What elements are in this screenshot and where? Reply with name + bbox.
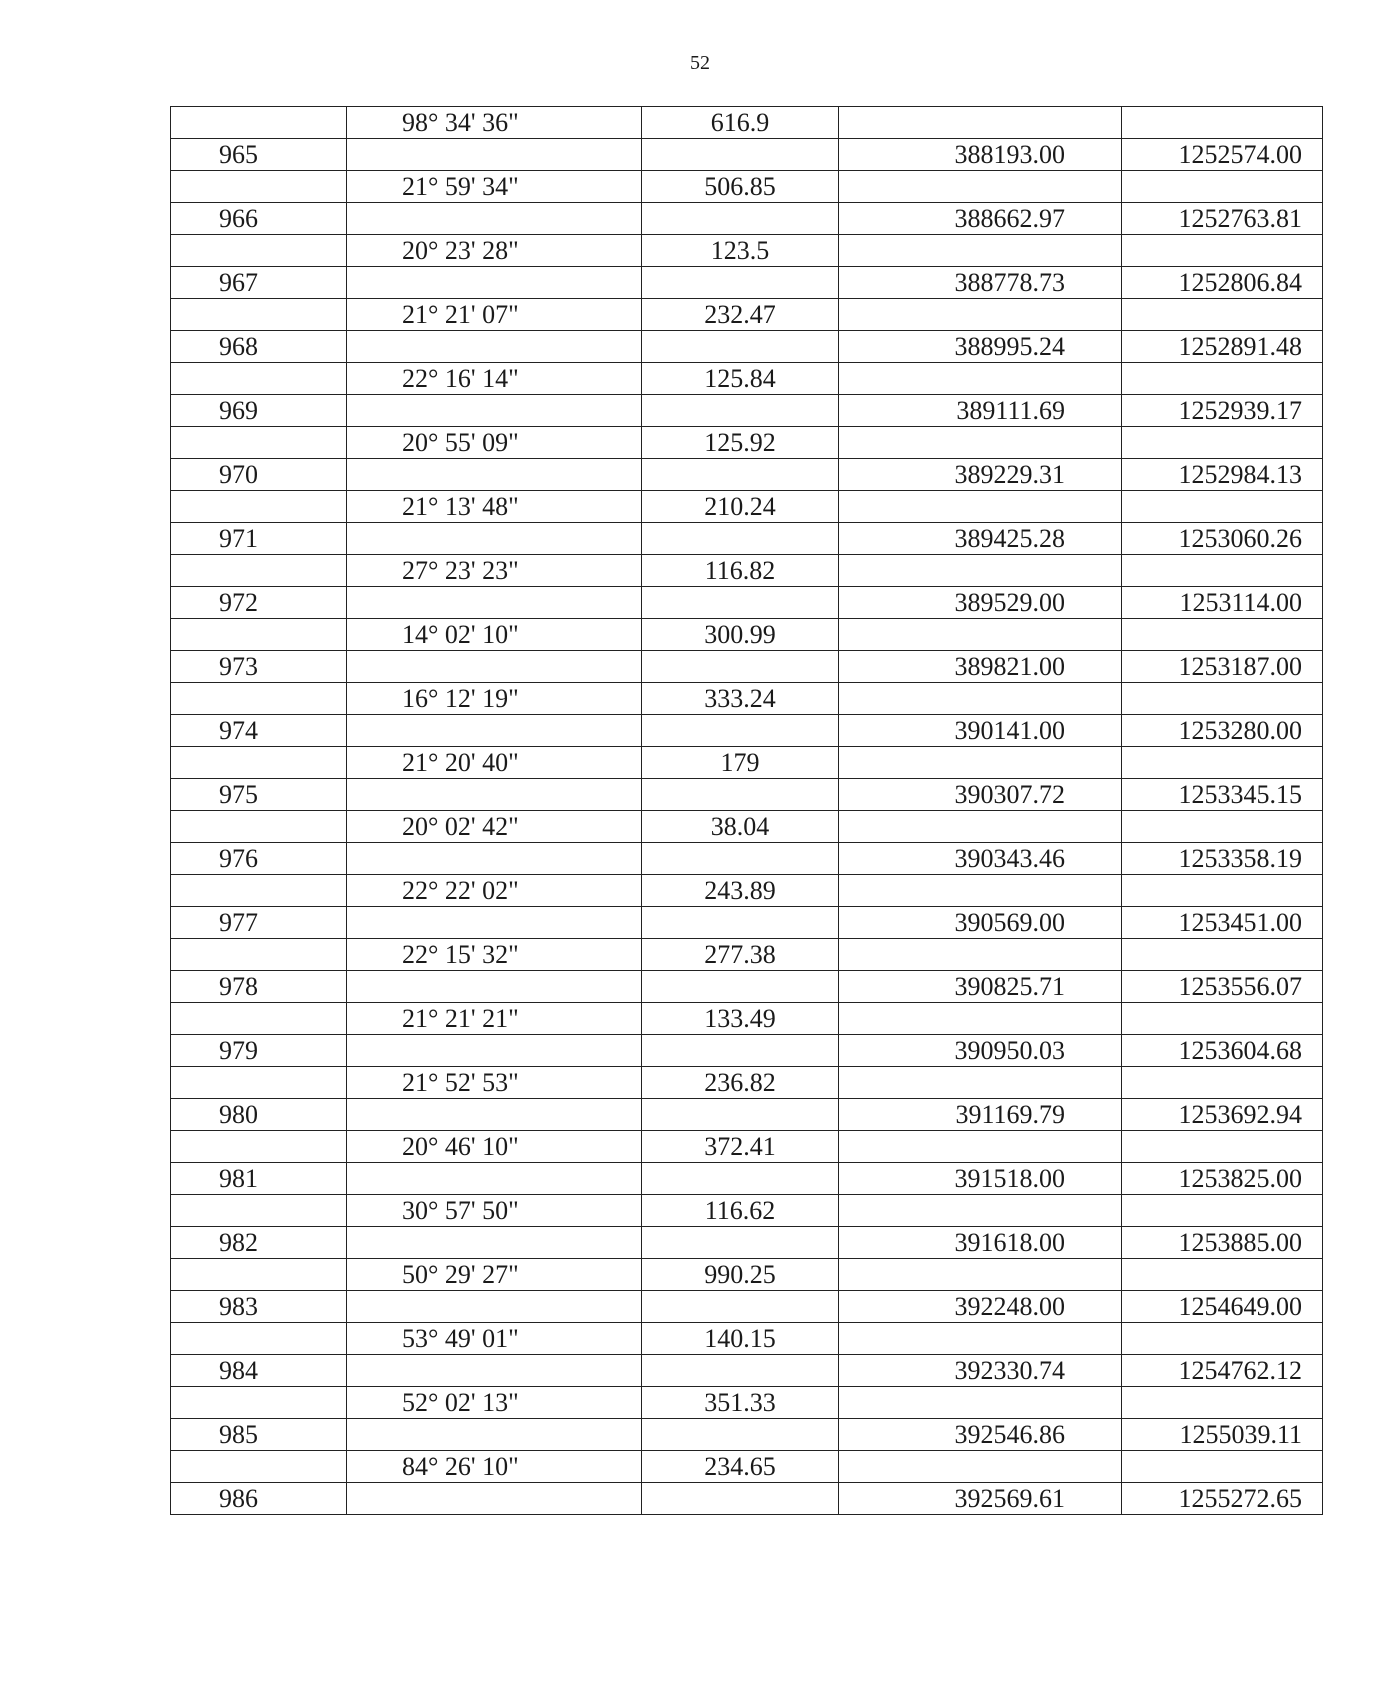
distance-cell: 351.33 — [642, 1387, 839, 1419]
table-row — [171, 1291, 1323, 1323]
northing-cell — [1122, 107, 1323, 139]
distance-cell — [642, 779, 839, 811]
table-row — [171, 1259, 1323, 1291]
point-number-cell: 986 — [171, 1483, 347, 1515]
distance-cell — [642, 1355, 839, 1387]
point-number-cell: 974 — [171, 715, 347, 747]
easting-cell — [839, 235, 1122, 267]
bearing-cell: 53° 49' 01" — [347, 1323, 642, 1355]
distance-cell: 333.24 — [642, 683, 839, 715]
point-number-cell: 965 — [171, 139, 347, 171]
survey-coordinates-table — [170, 106, 1323, 1515]
point-number-cell — [171, 747, 347, 779]
bearing-cell: 20° 46' 10" — [347, 1131, 642, 1163]
northing-cell — [1122, 555, 1323, 587]
table-row — [171, 1195, 1323, 1227]
northing-cell — [1122, 939, 1323, 971]
table-row — [171, 395, 1323, 427]
point-number-cell — [171, 939, 347, 971]
bearing-cell — [347, 1483, 642, 1515]
point-number-cell: 977 — [171, 907, 347, 939]
point-number-cell — [171, 1067, 347, 1099]
distance-cell: 243.89 — [642, 875, 839, 907]
easting-cell: 388995.24 — [839, 331, 1122, 363]
table-row — [171, 299, 1323, 331]
distance-cell: 133.49 — [642, 1003, 839, 1035]
table-row — [171, 971, 1323, 1003]
distance-cell — [642, 203, 839, 235]
distance-cell — [642, 1483, 839, 1515]
northing-cell — [1122, 747, 1323, 779]
distance-cell: 234.65 — [642, 1451, 839, 1483]
point-number-cell — [171, 171, 347, 203]
table-row — [171, 619, 1323, 651]
bearing-cell: 16° 12' 19" — [347, 683, 642, 715]
table-row — [171, 363, 1323, 395]
point-number-cell: 969 — [171, 395, 347, 427]
table-row — [171, 523, 1323, 555]
point-number-cell — [171, 427, 347, 459]
easting-cell — [839, 619, 1122, 651]
table-row — [171, 683, 1323, 715]
bearing-cell: 21° 21' 21" — [347, 1003, 642, 1035]
northing-cell: 1252891.48 — [1122, 331, 1323, 363]
northing-cell: 1255039.11 — [1122, 1419, 1323, 1451]
easting-cell: 390950.03 — [839, 1035, 1122, 1067]
point-number-cell: 976 — [171, 843, 347, 875]
bearing-cell — [347, 139, 642, 171]
easting-cell — [839, 1195, 1122, 1227]
distance-cell: 38.04 — [642, 811, 839, 843]
bearing-cell — [347, 1099, 642, 1131]
easting-cell — [839, 299, 1122, 331]
table-row — [171, 747, 1323, 779]
easting-cell: 390307.72 — [839, 779, 1122, 811]
table-row — [171, 427, 1323, 459]
northing-cell — [1122, 811, 1323, 843]
distance-cell — [642, 139, 839, 171]
easting-cell: 389229.31 — [839, 459, 1122, 491]
easting-cell — [839, 171, 1122, 203]
distance-cell — [642, 1099, 839, 1131]
northing-cell: 1253345.15 — [1122, 779, 1323, 811]
northing-cell: 1253825.00 — [1122, 1163, 1323, 1195]
point-number-cell: 982 — [171, 1227, 347, 1259]
bearing-cell — [347, 523, 642, 555]
distance-cell: 210.24 — [642, 491, 839, 523]
northing-cell: 1252763.81 — [1122, 203, 1323, 235]
bearing-cell — [347, 1355, 642, 1387]
bearing-cell — [347, 1419, 642, 1451]
table-row — [171, 1483, 1323, 1515]
northing-cell: 1252806.84 — [1122, 267, 1323, 299]
bearing-cell: 20° 55' 09" — [347, 427, 642, 459]
bearing-cell: 22° 16' 14" — [347, 363, 642, 395]
point-number-cell — [171, 1323, 347, 1355]
easting-cell — [839, 747, 1122, 779]
point-number-cell: 972 — [171, 587, 347, 619]
easting-cell: 389111.69 — [839, 395, 1122, 427]
bearing-cell — [347, 331, 642, 363]
table-row — [171, 235, 1323, 267]
point-number-cell: 979 — [171, 1035, 347, 1067]
distance-cell — [642, 459, 839, 491]
distance-cell: 300.99 — [642, 619, 839, 651]
table-row — [171, 875, 1323, 907]
bearing-cell: 52° 02' 13" — [347, 1387, 642, 1419]
northing-cell — [1122, 1131, 1323, 1163]
point-number-cell — [171, 1131, 347, 1163]
table-row — [171, 1451, 1323, 1483]
easting-cell: 389821.00 — [839, 651, 1122, 683]
point-number-cell: 973 — [171, 651, 347, 683]
table-row — [171, 1419, 1323, 1451]
point-number-cell — [171, 555, 347, 587]
table-row — [171, 907, 1323, 939]
bearing-cell — [347, 395, 642, 427]
distance-cell: 116.62 — [642, 1195, 839, 1227]
distance-cell: 990.25 — [642, 1259, 839, 1291]
easting-cell: 388778.73 — [839, 267, 1122, 299]
easting-cell — [839, 555, 1122, 587]
point-number-cell: 978 — [171, 971, 347, 1003]
bearing-cell — [347, 715, 642, 747]
easting-cell: 391169.79 — [839, 1099, 1122, 1131]
bearing-cell: 50° 29' 27" — [347, 1259, 642, 1291]
point-number-cell: 984 — [171, 1355, 347, 1387]
easting-cell: 388193.00 — [839, 139, 1122, 171]
bearing-cell: 21° 20' 40" — [347, 747, 642, 779]
point-number-cell: 971 — [171, 523, 347, 555]
easting-cell — [839, 1387, 1122, 1419]
distance-cell — [642, 1163, 839, 1195]
bearing-cell — [347, 1163, 642, 1195]
page-number: 52 — [690, 52, 710, 74]
northing-cell — [1122, 171, 1323, 203]
easting-cell: 389529.00 — [839, 587, 1122, 619]
bearing-cell — [347, 459, 642, 491]
easting-cell — [839, 491, 1122, 523]
easting-cell — [839, 1003, 1122, 1035]
distance-cell: 140.15 — [642, 1323, 839, 1355]
bearing-cell: 84° 26' 10" — [347, 1451, 642, 1483]
northing-cell: 1253358.19 — [1122, 843, 1323, 875]
table-row — [171, 1003, 1323, 1035]
northing-cell: 1252939.17 — [1122, 395, 1323, 427]
table-row — [171, 587, 1323, 619]
table-row — [171, 139, 1323, 171]
distance-cell: 179 — [642, 747, 839, 779]
point-number-cell — [171, 1451, 347, 1483]
table-row — [171, 459, 1323, 491]
northing-cell: 1254762.12 — [1122, 1355, 1323, 1387]
northing-cell — [1122, 1195, 1323, 1227]
table-row — [171, 1227, 1323, 1259]
table-row — [171, 203, 1323, 235]
easting-cell: 392330.74 — [839, 1355, 1122, 1387]
bearing-cell — [347, 1035, 642, 1067]
table-row — [171, 1355, 1323, 1387]
table-row — [171, 715, 1323, 747]
easting-cell: 389425.28 — [839, 523, 1122, 555]
northing-cell: 1253885.00 — [1122, 1227, 1323, 1259]
easting-cell — [839, 1131, 1122, 1163]
easting-cell — [839, 363, 1122, 395]
easting-cell: 392248.00 — [839, 1291, 1122, 1323]
northing-cell: 1253114.00 — [1122, 587, 1323, 619]
bearing-cell: 21° 13' 48" — [347, 491, 642, 523]
easting-cell — [839, 107, 1122, 139]
distance-cell — [642, 523, 839, 555]
point-number-cell — [171, 811, 347, 843]
northing-cell — [1122, 235, 1323, 267]
northing-cell: 1252984.13 — [1122, 459, 1323, 491]
northing-cell: 1254649.00 — [1122, 1291, 1323, 1323]
point-number-cell: 985 — [171, 1419, 347, 1451]
distance-cell — [642, 843, 839, 875]
point-number-cell — [171, 299, 347, 331]
easting-cell: 391618.00 — [839, 1227, 1122, 1259]
easting-cell: 388662.97 — [839, 203, 1122, 235]
easting-cell — [839, 683, 1122, 715]
table-row — [171, 331, 1323, 363]
table-row — [171, 267, 1323, 299]
easting-cell: 391518.00 — [839, 1163, 1122, 1195]
bearing-cell — [347, 843, 642, 875]
distance-cell — [642, 715, 839, 747]
distance-cell — [642, 587, 839, 619]
bearing-cell — [347, 1227, 642, 1259]
distance-cell: 125.92 — [642, 427, 839, 459]
northing-cell — [1122, 299, 1323, 331]
table-row — [171, 1067, 1323, 1099]
distance-cell — [642, 971, 839, 1003]
distance-cell — [642, 331, 839, 363]
bearing-cell: 22° 22' 02" — [347, 875, 642, 907]
easting-cell — [839, 427, 1122, 459]
point-number-cell: 983 — [171, 1291, 347, 1323]
distance-cell: 116.82 — [642, 555, 839, 587]
northing-cell — [1122, 875, 1323, 907]
distance-cell: 616.9 — [642, 107, 839, 139]
distance-cell — [642, 1035, 839, 1067]
northing-cell: 1253060.26 — [1122, 523, 1323, 555]
bearing-cell — [347, 587, 642, 619]
point-number-cell: 975 — [171, 779, 347, 811]
distance-cell — [642, 907, 839, 939]
bearing-cell: 20° 23' 28" — [347, 235, 642, 267]
bearing-cell — [347, 1291, 642, 1323]
easting-cell — [839, 1259, 1122, 1291]
easting-cell — [839, 1451, 1122, 1483]
point-number-cell — [171, 1259, 347, 1291]
northing-cell — [1122, 683, 1323, 715]
point-number-cell: 967 — [171, 267, 347, 299]
distance-cell: 372.41 — [642, 1131, 839, 1163]
table-row — [171, 1387, 1323, 1419]
table-body — [171, 107, 1323, 1515]
table-row — [171, 843, 1323, 875]
table-row — [171, 1323, 1323, 1355]
point-number-cell: 981 — [171, 1163, 347, 1195]
northing-cell — [1122, 1387, 1323, 1419]
easting-cell: 390141.00 — [839, 715, 1122, 747]
northing-cell — [1122, 491, 1323, 523]
bearing-cell — [347, 907, 642, 939]
point-number-cell: 966 — [171, 203, 347, 235]
bearing-cell — [347, 651, 642, 683]
distance-cell — [642, 651, 839, 683]
distance-cell — [642, 267, 839, 299]
northing-cell: 1253280.00 — [1122, 715, 1323, 747]
northing-cell — [1122, 363, 1323, 395]
distance-cell — [642, 1419, 839, 1451]
northing-cell — [1122, 1003, 1323, 1035]
distance-cell: 232.47 — [642, 299, 839, 331]
bearing-cell — [347, 971, 642, 1003]
bearing-cell — [347, 267, 642, 299]
distance-cell — [642, 1227, 839, 1259]
distance-cell: 125.84 — [642, 363, 839, 395]
distance-cell: 506.85 — [642, 171, 839, 203]
northing-cell: 1253604.68 — [1122, 1035, 1323, 1067]
easting-cell — [839, 1067, 1122, 1099]
table-row — [171, 1035, 1323, 1067]
table-row — [171, 1099, 1323, 1131]
distance-cell: 123.5 — [642, 235, 839, 267]
point-number-cell — [171, 683, 347, 715]
easting-cell: 390825.71 — [839, 971, 1122, 1003]
point-number-cell: 980 — [171, 1099, 347, 1131]
easting-cell: 392569.61 — [839, 1483, 1122, 1515]
easting-cell: 390343.46 — [839, 843, 1122, 875]
distance-cell: 277.38 — [642, 939, 839, 971]
bearing-cell: 30° 57' 50" — [347, 1195, 642, 1227]
table-row — [171, 1163, 1323, 1195]
table-row — [171, 107, 1323, 139]
northing-cell — [1122, 1323, 1323, 1355]
easting-cell — [839, 939, 1122, 971]
northing-cell — [1122, 427, 1323, 459]
northing-cell — [1122, 1259, 1323, 1291]
point-number-cell — [171, 363, 347, 395]
distance-cell — [642, 1291, 839, 1323]
point-number-cell — [171, 235, 347, 267]
easting-cell — [839, 811, 1122, 843]
point-number-cell — [171, 1195, 347, 1227]
distance-cell: 236.82 — [642, 1067, 839, 1099]
point-number-cell — [171, 875, 347, 907]
easting-cell: 392546.86 — [839, 1419, 1122, 1451]
point-number-cell: 970 — [171, 459, 347, 491]
distance-cell — [642, 395, 839, 427]
bearing-cell: 98° 34' 36" — [347, 107, 642, 139]
point-number-cell — [171, 1003, 347, 1035]
northing-cell — [1122, 619, 1323, 651]
table-row — [171, 555, 1323, 587]
easting-cell: 390569.00 — [839, 907, 1122, 939]
northing-cell — [1122, 1067, 1323, 1099]
table-row — [171, 171, 1323, 203]
northing-cell: 1253556.07 — [1122, 971, 1323, 1003]
bearing-cell: 21° 21' 07" — [347, 299, 642, 331]
bearing-cell — [347, 203, 642, 235]
northing-cell: 1253692.94 — [1122, 1099, 1323, 1131]
northing-cell: 1252574.00 — [1122, 139, 1323, 171]
bearing-cell: 14° 02' 10" — [347, 619, 642, 651]
point-number-cell: 968 — [171, 331, 347, 363]
point-number-cell — [171, 619, 347, 651]
northing-cell: 1253451.00 — [1122, 907, 1323, 939]
northing-cell: 1255272.65 — [1122, 1483, 1323, 1515]
bearing-cell: 27° 23' 23" — [347, 555, 642, 587]
table-row — [171, 651, 1323, 683]
northing-cell: 1253187.00 — [1122, 651, 1323, 683]
northing-cell — [1122, 1451, 1323, 1483]
bearing-cell: 22° 15' 32" — [347, 939, 642, 971]
bearing-cell — [347, 779, 642, 811]
table-row — [171, 491, 1323, 523]
easting-cell — [839, 875, 1122, 907]
point-number-cell — [171, 1387, 347, 1419]
table-row — [171, 779, 1323, 811]
point-number-cell — [171, 491, 347, 523]
table-row — [171, 1131, 1323, 1163]
bearing-cell: 21° 52' 53" — [347, 1067, 642, 1099]
table-row — [171, 939, 1323, 971]
point-number-cell — [171, 107, 347, 139]
table-row — [171, 811, 1323, 843]
easting-cell — [839, 1323, 1122, 1355]
bearing-cell: 21° 59' 34" — [347, 171, 642, 203]
bearing-cell: 20° 02' 42" — [347, 811, 642, 843]
